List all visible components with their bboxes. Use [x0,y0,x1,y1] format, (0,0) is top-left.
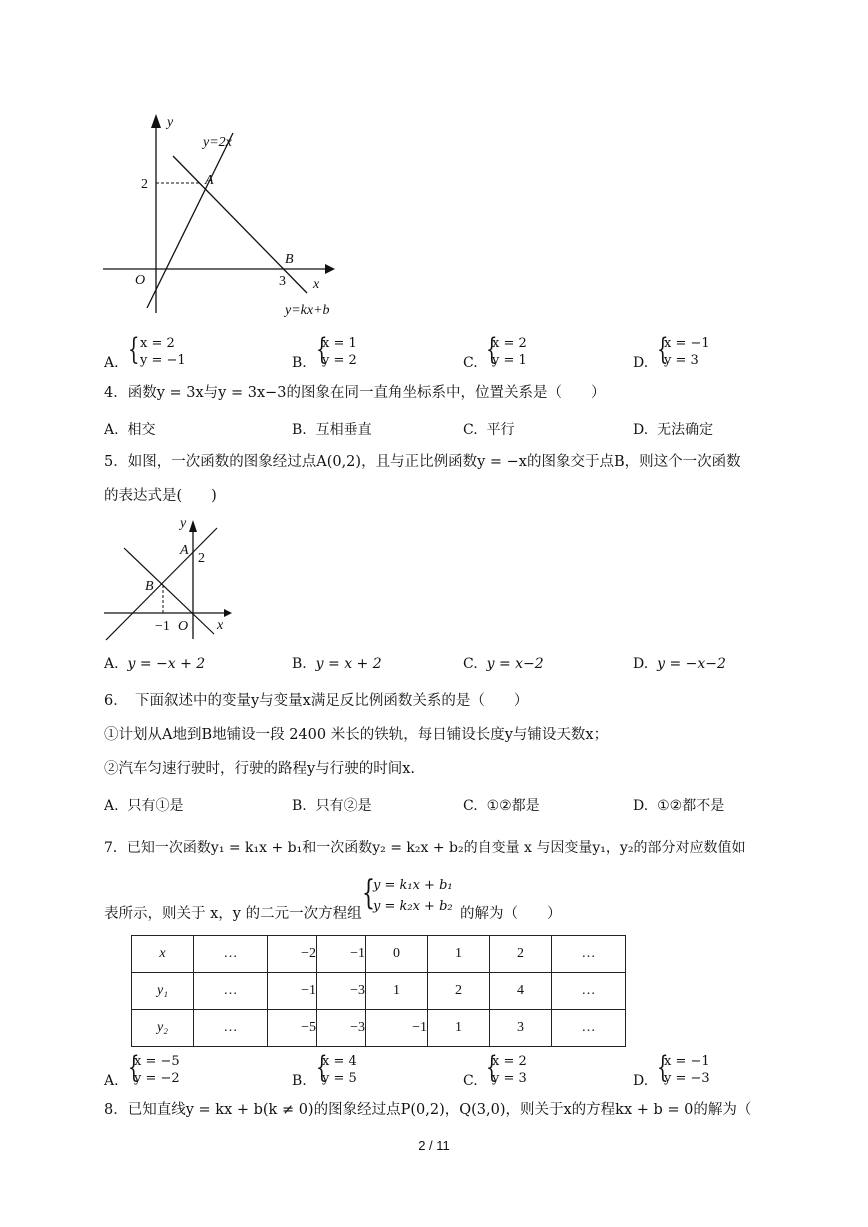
y-axis-arrow [151,114,161,128]
tick-x-3: 3 [279,274,286,289]
option-label: B. [292,798,307,814]
x-axis-label: x [313,277,320,292]
q6-option-d[interactable] [633,795,724,815]
brace-icon: { [657,1050,669,1085]
q7-option-c-r1: x = 2 [492,1054,527,1069]
option-text: 只有①是 [127,798,184,814]
line-y-2x [147,133,233,308]
point-a-label: A [205,173,214,188]
table-cell: x [132,936,194,973]
option-label: B. [292,656,307,672]
option-text: 无法确定 [657,422,714,438]
q3-option-b-label[interactable]: B. [292,355,307,371]
q3-option-c-label[interactable]: C. [463,355,478,371]
origin-label: O [178,619,189,634]
point-b-label: B [285,252,294,267]
option-text: 相交 [127,422,156,438]
option-label: D. [633,656,649,672]
q3-option-c-r2: y = 1 [492,353,527,368]
table-cell: −1 [317,936,366,973]
option-label: D. [633,798,649,814]
q4-option-b[interactable] [292,419,372,439]
origin-label: O [135,273,146,288]
option-label: B. [292,422,307,438]
x-axis-label: x [217,618,224,633]
page-number: 2 / 11 [418,1138,450,1153]
table-row [132,973,626,1010]
option-label: D. [633,422,649,438]
q5-option-c[interactable] [463,656,544,672]
brace-icon: { [486,332,498,367]
brace-icon: { [362,873,375,913]
q7-option-b-label[interactable]: B. [292,1073,307,1089]
table-cell: 1 [428,1010,490,1047]
option-label: C. [463,422,478,438]
brace-icon: { [128,332,140,367]
q3-option-b-r2: y = 2 [322,353,357,368]
table-row [132,1010,626,1047]
q7-value-table [131,935,626,1047]
q3-option-b-r1: x = 1 [322,336,357,351]
brace-icon: { [316,1050,328,1085]
q7-option-a-label[interactable]: A. [104,1073,119,1089]
option-text: 平行 [486,422,515,438]
point-a-label: A [180,543,189,558]
q7-question-line2b: 的解为（ ） [460,906,562,922]
q6-option-b[interactable] [292,795,372,815]
option-text: y = x−2 [486,656,544,672]
q7-option-a-r1: x = −5 [134,1054,180,1069]
option-label: C. [463,656,478,672]
q5-question-line1: 5．如图，一次函数的图象经过点A(0,2)，且与正比例函数y = −x的图象交于点B，则这个一次函数 [104,454,741,470]
line-y-kx-b [173,156,307,293]
table-cell: y₂ [132,1010,194,1047]
option-text: ①②都不是 [657,798,725,814]
tick-y-2: 2 [141,177,148,192]
option-text: y = x + 2 [315,656,382,672]
q4-question: 4．函数y = 3x与y = 3x−3的图象在同一直角坐标系中，位置关系是（ ） [104,385,606,401]
q8-question: 8．已知直线y = kx + b(k ≠ 0)的图象经过点P(0,2)，Q(3,0)，则关于x的方程kx + b = 0的解为（ [104,1102,752,1118]
table-cell: 3 [490,1010,552,1047]
q6-item1: ①计划从A地到B地铺设一段 2400 米长的铁轨，每日铺设长度y与铺设天数x； [104,727,609,743]
option-text: ①②都是 [486,798,540,814]
q4-option-d[interactable] [633,419,713,439]
q3-option-d-label[interactable]: D. [633,355,649,371]
q3-option-d-r1: x = −1 [664,336,710,351]
q7-option-d-label[interactable]: D. [633,1073,649,1089]
q7-system-r2: y = k₂x + b₂ [373,899,453,914]
table-cell: 1 [428,936,490,973]
table-cell: y₁ [132,973,194,1010]
point-b-label: B [145,579,154,594]
table-cell: … [194,936,268,973]
brace-icon: { [128,1050,140,1085]
figure-q3-graph [95,108,365,328]
table-cell: 4 [490,973,552,1010]
q5-option-b[interactable] [292,656,382,672]
table-cell: … [194,1010,268,1047]
table-cell: −2 [268,936,317,973]
q3-option-a-r1: x = 2 [140,336,175,351]
q7-question-line1: 7．已知一次函数y₁ = k₁x + b₁和一次函数y₂ = k₂x + b₂的自变量 x 与因变量y₁，y₂的部分对应数值如 [104,840,746,856]
q4-option-a[interactable] [104,419,155,439]
tick-x-neg1: −1 [155,619,170,634]
table-cell: −1 [366,1010,428,1047]
q3-option-a-r2: y = −1 [140,353,186,368]
q3-option-c-r1: x = 2 [492,336,527,351]
option-label: A. [104,422,119,438]
q4-option-c[interactable] [463,419,515,439]
table-cell: −1 [268,973,317,1010]
option-text: 互相垂直 [315,422,372,438]
q5-option-a[interactable] [104,656,205,672]
y-axis-arrow [189,520,197,532]
option-label: C. [463,798,478,814]
q3-option-a-label[interactable]: A. [104,355,119,371]
table-cell: 2 [428,973,490,1010]
q7-option-d-r2: y = −3 [664,1071,710,1086]
x-axis-arrow [224,609,232,617]
q7-option-b-r2: y = 5 [322,1071,357,1086]
option-label: A. [104,656,119,672]
q5-question-line2: 的表达式是( ) [104,488,217,504]
q7-option-a-r2: y = −2 [134,1071,180,1086]
q3-option-d-r2: y = 3 [664,353,699,368]
line2-label: y=kx+b [285,303,330,318]
option-label: A. [104,798,119,814]
y-axis-label: y [167,115,174,130]
q6-option-c[interactable] [463,795,540,815]
table-cell: … [552,1010,626,1047]
table-cell: −5 [268,1010,317,1047]
table-cell: 2 [490,936,552,973]
line1-label: y=2x [203,135,232,150]
table-cell: … [552,936,626,973]
q5-option-d[interactable] [633,656,726,672]
brace-icon: { [316,332,328,367]
q7-question-line2a: 表所示，则关于 x，y 的二元一次方程组 [104,906,362,922]
figure-q5-graph [100,512,245,650]
q7-option-d-r1: x = −1 [664,1054,710,1069]
table-cell: −3 [317,1010,366,1047]
table-cell: … [552,973,626,1010]
option-text: 只有②是 [315,798,372,814]
tick-y-2: 2 [198,551,205,566]
table-row [132,936,626,973]
q7-option-c-r2: y = 3 [492,1071,527,1086]
q7-option-c-label[interactable]: C. [463,1073,478,1089]
option-text: y = −x + 2 [127,656,206,672]
table-cell: 0 [366,936,428,973]
x-axis-arrow [325,264,335,274]
option-text: y = −x−2 [657,656,726,672]
q7-option-b-r1: x = 4 [322,1054,357,1069]
brace-icon: { [657,332,669,367]
q6-question: 6． 下面叙述中的变量y与变量x满足反比例函数关系的是（ ） [104,693,529,709]
brace-icon: { [486,1050,498,1085]
table-cell: 1 [366,973,428,1010]
y-axis-label: y [180,516,187,531]
table-cell: −3 [317,973,366,1010]
q7-system-r1: y = k₁x + b₁ [373,878,453,893]
q6-item2: ②汽车匀速行驶时，行驶的路程y与行驶的时间x. [104,761,415,777]
q6-option-a[interactable] [104,795,183,815]
table-cell: … [194,973,268,1010]
